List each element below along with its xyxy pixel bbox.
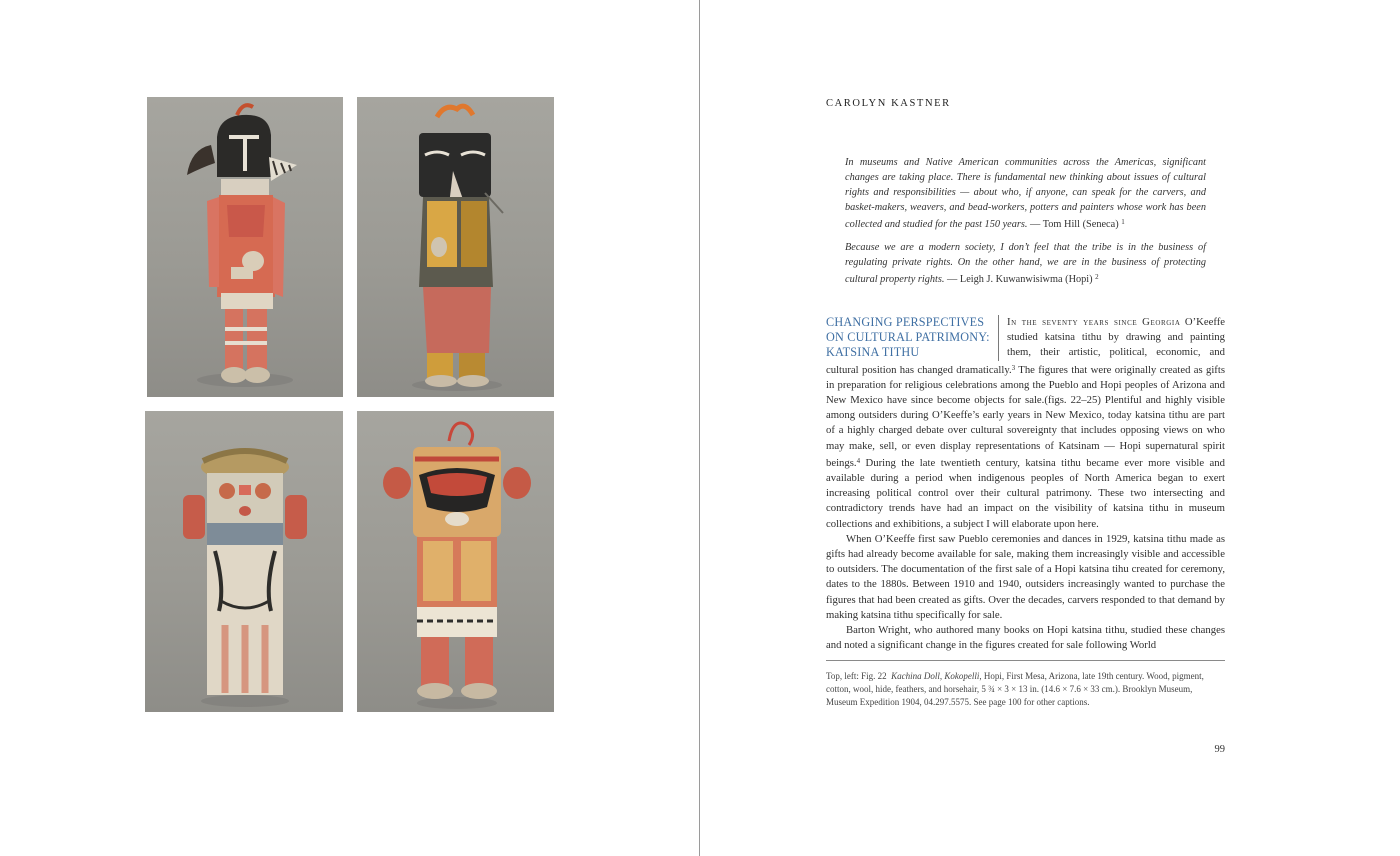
- caption-title: Kachina Doll, Kokopelli: [891, 671, 980, 681]
- caption-text: , Hopi, First Mesa, Arizona, late 19th century. Wood, pigment, cotton, wool, hide, feathers, and horsehair, 5 ¾ × 3 × 13 in. (14.6 × 7.6 × 33 cm.). Brooklyn Museum, Museum Expedition 1904, 04.297.5575. See page 100 for other captions.: [826, 671, 1204, 708]
- epigraph-1: [845, 155, 1206, 232]
- paragraph-lead-in: In the seventy years since Georgia: [1007, 316, 1181, 328]
- epigraph-source: — Tom Hill (Seneca): [1027, 219, 1119, 230]
- section-heading: CHANGING PERSPECTIVES ON CULTURAL PATRIMONY: KATSINA TITHU: [826, 315, 999, 361]
- epigraph-quote: Because we are a modern society, I don’t feel that the tribe is in the business of regulating private rights. On the other hand, we are in the business of protecting cultural property rights.: [845, 242, 1206, 285]
- caption-divider: [826, 660, 1225, 661]
- running-head: CAROLYN KASTNER: [826, 98, 951, 109]
- paragraph-3: Barton Wright, who authored many books on Hopi katsina tithu, studied these changes and noted a significant change in the figures created for sale following World: [826, 624, 1225, 652]
- footnote-marker: 2: [1095, 273, 1099, 281]
- paragraph-text: During the late twentieth century, katsina tithu became ever more visible and available during a period when indigenous peoples of North America began to exert increasing political control over their cultural patrimony. These two intersecting and contradictory trends have had an impact on the visibility of katsina tithu in museum collections and exhibitions, a subject I will elaborate upon here.: [826, 456, 1225, 530]
- caption-figure-label: Top, left: Fig. 22: [826, 671, 887, 681]
- footnote-marker: 3: [1011, 363, 1016, 372]
- footnote-marker: 1: [1121, 218, 1125, 226]
- paragraph-2: When O’Keeffe first saw Pueblo ceremonies and dances in 1929, katsina tithu made as gifts had already become available for sale, making them increasingly visible and accessible to outsiders. The documentation of the first sale of a Hopi katsina tihu created for ceremony, dates to the 1880s. Between 1910 and 1940, outsiders increasingly wanted to purchase the figures that had been created as gifts. Over the decades, carvers responded to that demand by making katsina tithu specifically for sale.: [826, 532, 1225, 621]
- photo-katsina-figure-3: [145, 411, 343, 712]
- right-page: [700, 0, 1400, 856]
- footnote-marker: 4: [856, 456, 861, 465]
- page-number: 99: [1214, 744, 1225, 755]
- paragraph-text: The figures that were originally created as gifts in preparation for religious celebrations among the Pueblo and Hopi peoples of Arizona and New Mexico have since become objects for sale.(figs. 22–25) Plentiful and highly visible among outsiders during O’Keeffe’s early years in New Mexico, today katsina tithu are part of a highly charged debate over cultural sovereignty that includes opposing views on who may make, sell, or even display representations of Katsinam — Hopi supernatural spirit beings.: [826, 363, 1225, 469]
- epigraph-2: [845, 240, 1206, 287]
- figure-caption: [826, 670, 1225, 710]
- photo-katsina-figure-4: [357, 411, 554, 712]
- photo-katsina-figure-2: [357, 97, 554, 397]
- body-text: [826, 315, 1225, 653]
- photo-kokopelli-figure: [147, 97, 343, 397]
- epigraph-quote: In museums and Native American communities across the Americas, significant changes are taking place. There is fundamental new thinking about issues of cultural rights and responsibilities — about who, if anyone, can speak for the carvers, and basket-makers, weavers, and bead-workers, potters and painters whose work has been collected and studied for the past 150 years.: [845, 157, 1206, 230]
- paragraph-text: O’Keeffe studied katsina tithu by drawing and painting them, their artistic, political, economic, and cultural position has changed dramatically.: [826, 316, 1225, 376]
- epigraph-source: — Leigh J. Kuwanwisiwma (Hopi): [944, 274, 1093, 285]
